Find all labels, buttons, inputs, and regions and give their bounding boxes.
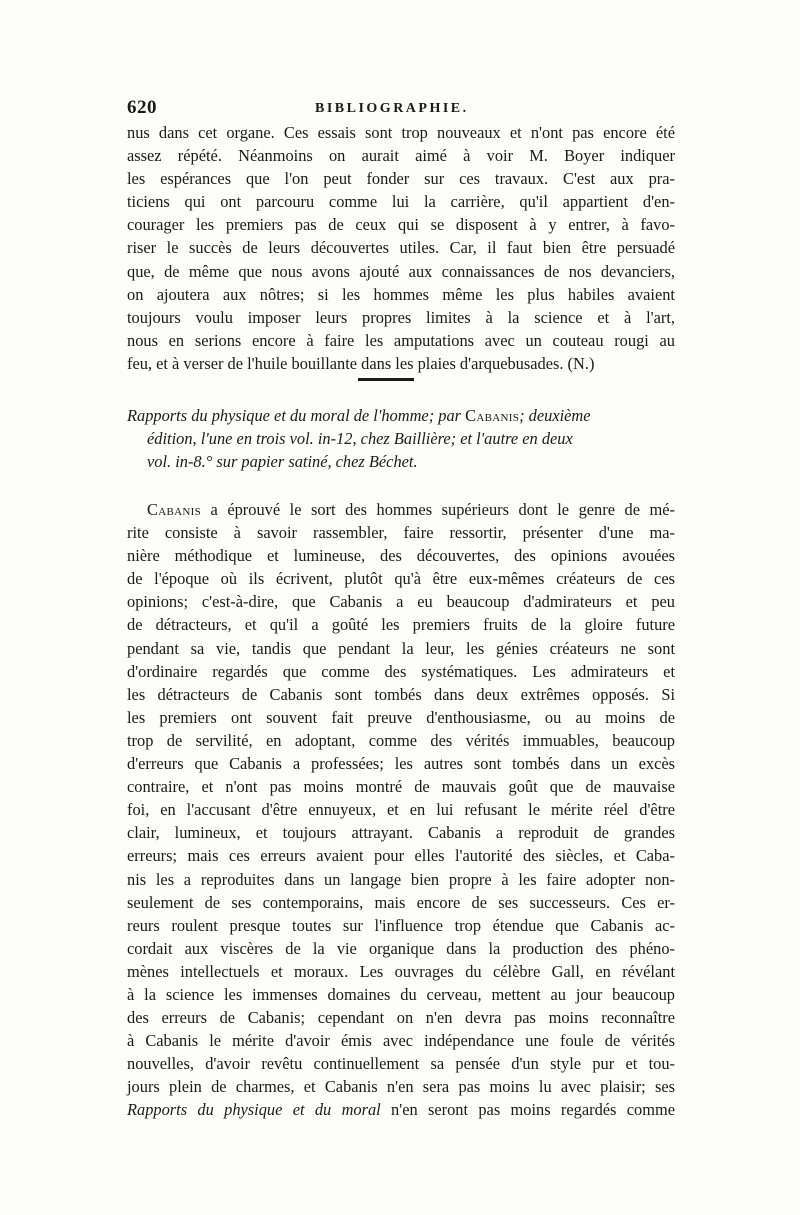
text-line: toujours voulu imposer leurs propres limites à la science et à l'art, bbox=[127, 307, 675, 327]
text-line: nous en serions encore à faire les amputations avec un couteau rougi au bbox=[127, 330, 675, 350]
citation-line: vol. in-8.° sur papier satiné, chez Béchet. bbox=[147, 452, 418, 472]
citation-edition: ; deuxième bbox=[519, 406, 591, 425]
text-line: trop de servilité, en adoptant, comme des vérités immuables, beaucoup bbox=[127, 730, 675, 750]
text-line: nis les a reproduites dans un langage bien propre à les faire adopter non- bbox=[127, 869, 675, 889]
text-line: de détracteurs, et qu'il a goûté les premiers fruits de la gloire future bbox=[127, 615, 675, 635]
text-line: les espérances que l'on peut fonder sur ces travaux. C'est aux pra- bbox=[127, 169, 675, 189]
page-header bbox=[127, 97, 675, 121]
page-number: 620 bbox=[127, 97, 157, 118]
text-line: à la science les immenses domaines du cerveau, mettent au jour beaucoup bbox=[127, 984, 675, 1004]
text-line: nouvelles, d'avoir revêtu continuellement sa pensée d'un style pur et tou- bbox=[127, 1054, 675, 1074]
section-divider bbox=[358, 378, 414, 381]
text-line: opinions; c'est-à-dire, que Cabanis a eu beaucoup d'admirateurs et peu bbox=[127, 592, 675, 612]
text-line: les premiers ont souvent fait preuve d'enthousiasme, ou au moins de bbox=[127, 707, 675, 727]
text-line: d'erreurs que Cabanis a professées; les autres sont tombés dans un excès bbox=[127, 754, 675, 774]
text-line bbox=[127, 498, 675, 521]
text-line: jours plein de charmes, et Cabanis n'en sera pas moins lu avec plaisir; ses bbox=[127, 1077, 675, 1097]
paragraph-2 bbox=[127, 498, 675, 1122]
text-line: nière méthodique et lumineuse, des découvertes, des opinions avouées bbox=[127, 546, 675, 566]
text-line: courager les premiers pas de ceux qui se disposent à y entrer, à favo- bbox=[127, 215, 675, 235]
citation-author: Cabanis bbox=[465, 406, 520, 425]
text-line: clair, lumineux, et toujours attrayant. Cabanis a reproduit de grandes bbox=[127, 823, 675, 843]
text-line: mènes intellectuels et moraux. Les ouvrages du célèbre Gall, en révélant bbox=[127, 961, 675, 981]
text-line: à Cabanis le mérite d'avoir émis avec indépendance une foule de vérités bbox=[127, 1031, 675, 1051]
text-line: contraire, et n'ont pas moins montré de mauvais goût que de mauvaise bbox=[127, 777, 675, 797]
text-line: seulement de ses contemporains, mais encore de ses successeurs. Ces er- bbox=[127, 892, 675, 912]
lead-name: Cabanis bbox=[147, 500, 201, 519]
bibliographic-citation bbox=[127, 404, 675, 474]
text-line bbox=[127, 1098, 675, 1121]
text-line: que, de même que nous avons ajouté aux connaissances de nos devanciers, bbox=[127, 261, 675, 281]
text-line: de l'époque où ils écrivent, plutôt qu'à être eux-mêmes créateurs de ces bbox=[127, 569, 675, 589]
text-line: d'ordinaire regardés que comme des systématiques. Les admirateurs et bbox=[127, 661, 675, 681]
text-line: les détracteurs de Cabanis sont tombés dans deux extrêmes opposés. Si bbox=[127, 684, 675, 704]
text-line: foi, en l'accusant d'être ennuyeux, et en lui refusant le mérite réel d'être bbox=[127, 800, 675, 820]
italic-title: Rapports du physique et du moral bbox=[127, 1100, 381, 1120]
last-line-text: n'en seront pas moins regardés comme bbox=[380, 1100, 675, 1120]
text-line: rite consiste à savoir rassembler, faire ressortir, présenter d'une ma- bbox=[127, 523, 675, 543]
citation-line bbox=[127, 404, 675, 427]
citation-line: édition, l'une en trois vol. in-12, chez Baillière; et l'autre en deux bbox=[147, 429, 573, 449]
text-line: nus dans cet organe. Ces essais sont trop nouveaux et n'ont pas encore été bbox=[127, 123, 675, 142]
text-line: riser le succès de leurs découvertes utiles. Car, il faut bien être persuadé bbox=[127, 238, 675, 258]
text-line: reurs roulent presque toutes sur l'influence trop étendue que Cabanis ac- bbox=[127, 915, 675, 935]
running-title: BIBLIOGRAPHIE. bbox=[315, 101, 469, 116]
text-line: pendant sa vie, tandis que pendant la leur, les génies créateurs ne sont bbox=[127, 638, 675, 658]
text-line: des erreurs de Cabanis; cependant on n'en devra pas moins reconnaître bbox=[127, 1008, 675, 1028]
text-line: on ajoutera aux nôtres; si les hommes même les plus habiles avaient bbox=[127, 284, 675, 304]
text-line: ticiens qui ont parcouru comme lui la carrière, qu'il appartient d'en- bbox=[127, 192, 675, 212]
text-line: cordait aux viscères de la vie organique dans la production des phéno- bbox=[127, 938, 675, 958]
citation-title: Rapports du physique et du moral de l'homme; par bbox=[127, 406, 462, 425]
paragraph-1 bbox=[127, 121, 675, 375]
text-line: feu, et à verser de l'huile bouillante dans les plaies d'arquebusades. (N.) bbox=[127, 353, 595, 373]
first-line-text: a éprouvé le sort des hommes supérieurs dont le genre de mé- bbox=[200, 500, 675, 519]
text-line: erreurs; mais ces erreurs avaient pour elles l'autorité des siècles, et Caba- bbox=[127, 846, 675, 866]
text-line: assez répété. Néanmoins on aurait aimé à voir M. Boyer indiquer bbox=[127, 146, 675, 166]
